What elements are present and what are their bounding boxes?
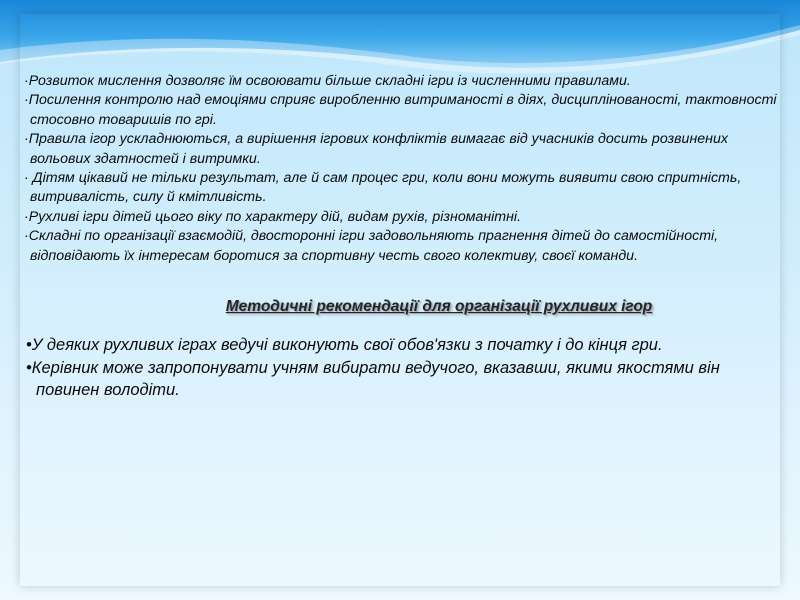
slide-content (24, 72, 784, 402)
bullet-item: · Дітям цікавий не тільки результат, але й сам процес гри, коли вони можуть виявити свою спритність, витривалість, силу й кмітливість. (24, 170, 742, 206)
recommendation-item: •У деяких рухливих іграх ведучі виконують свої обов'язки з початку і до кінця гри. (26, 336, 663, 355)
bullet-list (24, 72, 784, 266)
bullet-item: ·Розвиток мислення дозволяє їм освоювати більше складні ігри із численними правилами. (24, 73, 631, 89)
section-heading: Методичні рекомендації для організації рухливих ігор (225, 298, 653, 316)
recommendation-item: •Керівник може запропонувати учням вибирати ведучого, вказавши, якими якостями він повинен володіти. (26, 358, 720, 400)
bullet-item: ·Складні по організації взаємодій, двосторонні ігри задовольняють прагнення дітей до самостійності, відповідають їх інтересам боротися за спортивну честь свого колективу, своєї команди. (24, 228, 719, 264)
bullet-item: ·Посилення контролю над емоціями сприяє виробленню витриманості в діях, дисциплінованості, тактовності стосовно товаришів по грі. (24, 92, 777, 128)
header-wave-decoration (0, 0, 800, 80)
bullet-item: ·Рухливі ігри дітей цього віку по характеру дій, видам рухів, різноманітні. (24, 208, 522, 225)
bullet-item: ·Правила ігор ускладнюються, а вирішення ігрових конфліктів вимагає від учасників досить розвинених вольових здатностей і витримки. (24, 131, 728, 167)
recommendation-list (26, 334, 784, 402)
